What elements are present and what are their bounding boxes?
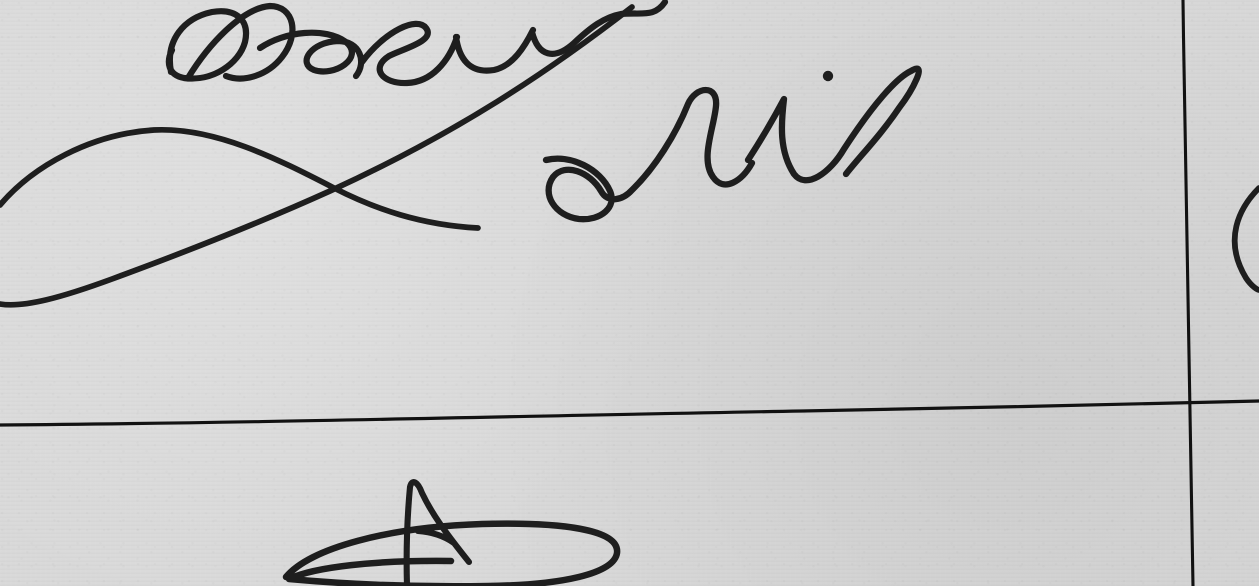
signature-a-oval-mark — [286, 482, 617, 586]
signature-right-edge-fragment — [1235, 188, 1259, 290]
signature-i-dot — [823, 71, 833, 81]
a-shape-signature-stroke — [407, 482, 469, 586]
signature-dalfur-lalil — [0, 2, 1259, 305]
signature-lower-word — [546, 69, 919, 219]
signature-upper-word — [169, 2, 665, 83]
horizontal-table-line — [0, 401, 1259, 425]
oval-signature-stroke — [286, 524, 617, 586]
signature-long-underline-loop — [0, 7, 632, 305]
vertical-table-line — [1183, 0, 1193, 586]
